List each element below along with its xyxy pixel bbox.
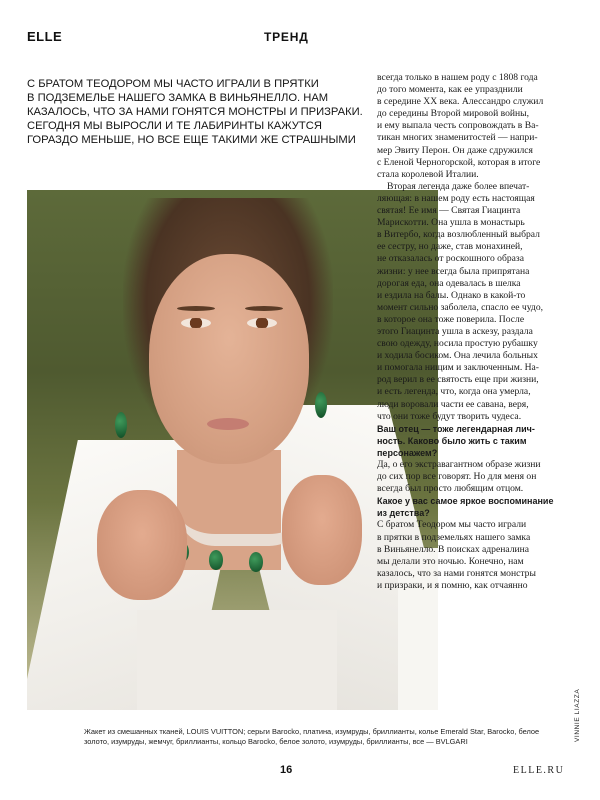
article-line: Да, о его экстравагантном образе жизни [377,459,541,470]
photo-earring [315,392,327,418]
article-line: и помогала нищим и заключенным. На- [377,362,540,374]
photo-eye [247,318,277,328]
interview-question-line: Какое у вас самое яркое воспоминание [377,496,554,507]
article-line: люди воровали части ее савана, веря, [377,398,529,410]
article-line: и есть легенда, что, когда она умерла, [377,386,531,398]
article-line: род верил в ее святость еще при жизни, [377,374,539,386]
pull-quote-line: С БРАТОМ ТЕОДОРОМ МЫ ЧАСТО ИГРАЛИ В ПРЯТКИ [27,78,319,90]
article-line: и ездила на балы. Однако в какой-то [377,289,526,301]
site-url: ELLE.RU [513,765,565,776]
article-line: что они тоже будут творить чудеса. [377,410,522,422]
photo-gem [249,552,263,572]
article-line: момент сильно заболела, спасло ее чудо, [377,301,544,313]
article-line: Вторая легенда даже более впечат- [387,180,530,192]
photo-credit: VINNIE LIAZZA [574,688,581,742]
photo-earring [115,412,127,438]
pull-quote-line: СЕГОДНЯ МЫ ВЫРОСЛИ И ТЕ ЛАБИРИНТЫ КАЖУТСЯ [27,120,322,133]
article-line: в которое она тоже поверила. После [377,313,525,325]
article-line: Марискотти. Она ушла в монастырь [377,217,525,229]
photo-jacket [137,610,337,710]
article-column [377,72,577,592]
interview-question-line: из детства? [377,508,430,519]
article-line: ее сестру, но даже, став монахиней, [377,241,523,253]
article-line: мер Эвиту Перон. Он даже сдружился [377,144,533,156]
article-line: не отказалась от роскошного образа [377,253,524,265]
article-line: до середины Второй мировой войны, [377,108,529,120]
article-line: и ходила босиком. Она лечила больных [377,350,538,362]
article-line: до сих пор все говорят. Но для меня он [377,471,537,483]
article-line: в Витербо, когда возлюбленный выбрал [377,229,540,241]
article-line: с Еленой Черногорской, которая в итоге [377,156,541,168]
interview-question-line: Ваш отец — тоже легендарная лич- [377,423,535,434]
article-line: этого Гиацинта ушла в аскезу, раздала [377,325,533,337]
article-line: святая! Ее имя — Святая Гиацинта [377,205,521,217]
article-line: в Виньянелло. В поисках адреналина [377,543,530,555]
article-line: и ему выпала честь сопровождать в Ва- [377,120,539,132]
photo-brow [245,306,283,311]
pull-quote-line: КАЗАЛОСЬ, ЧТО ЗА НАМИ ГОНЯТСЯ МОНСТРЫ И ПРИЗРАКИ. [27,106,363,119]
article-line: свою одежду, носила простую рубашку [377,338,538,350]
photo-caption [84,727,540,747]
caption-line: Жакет из смешанных тканей, LOUIS VUITTON; серьги Barocko, платина, изумруды, бриллианты, колье Emerald Star, Barocko, белое [84,727,540,736]
article-line: жизни: у нее всегда была припрятана [377,265,530,277]
photo-gem [209,550,223,570]
photo-lips [207,418,249,430]
article-line: и призраки, и я помню, как отчаянно [377,579,528,591]
article-line: С братом Теодором мы часто играли [377,519,527,531]
photo-hand-right [282,475,362,585]
pull-quote-line: В ПОДЗЕМЕЛЬЕ НАШЕГО ЗАМКА В ВИНЬЯНЕЛЛО. НАМ [27,92,329,105]
article-line: тикан многих знаменитостей — напри- [377,132,538,144]
article-line: в прятки в подземельях нашего замка [377,531,531,543]
page-number: 16 [280,764,293,776]
article-line: всегда был просто любящим отцом. [377,483,524,495]
pull-quote [27,77,372,147]
pull-quote-line: ГОРАЗДО МЕНЬШЕ, НО ВСЕ ЕЩЕ ТАКИМИ ЖЕ СТРАШНЫМИ [27,134,356,147]
caption-line: золото, изумруды, жемчуг, бриллианты, кольцо Barocko, белое золото, изумруды, бриллианты, все — BVLGARI [84,737,468,746]
photo-hand-left [97,490,187,600]
article-line: ляющая: в нашем роду есть настоящая [377,192,535,204]
article-line: мы делали это ночью. Конечно, нам [377,555,524,567]
article-line: дорогая еда, она одевалась в шелка [377,277,521,289]
article-line: до того момента, как ее упразднили [377,84,523,96]
article-line: казалось, что за нами гонятся монстры [377,567,536,579]
magazine-logo: ELLE [27,29,63,44]
article-line: стала королевой Италии. [377,168,479,180]
photo-face [149,254,309,464]
interview-question-line: ность. Каково было жить с таким [377,435,527,446]
section-title: ТРЕНД [264,30,309,44]
article-line: в середине XX века. Алессандро служил [377,96,544,108]
interview-question-line: персонажем? [377,447,438,458]
photo-brow [177,306,215,311]
article-line: всегда только в нашем роду с 1808 года [377,72,538,83]
photo-eye [181,318,211,328]
